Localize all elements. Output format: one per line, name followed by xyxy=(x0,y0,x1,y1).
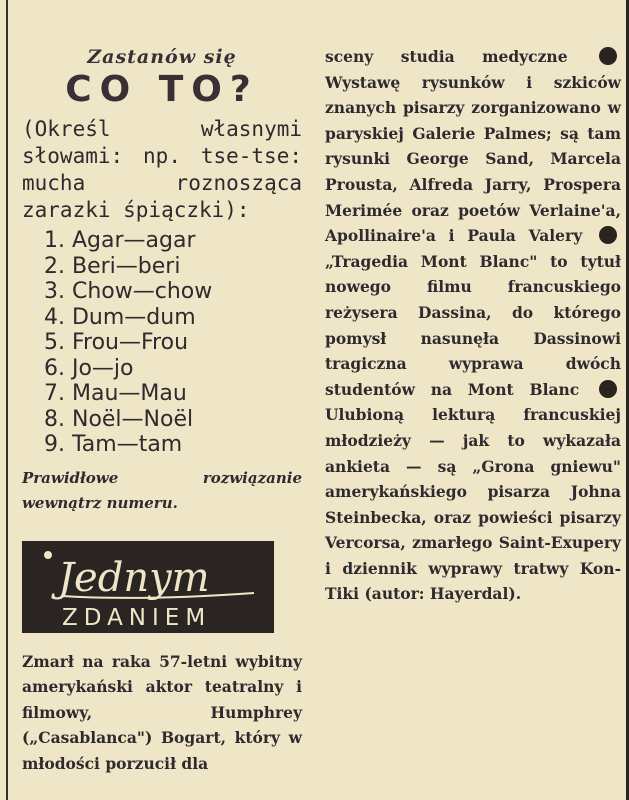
ornament-dot xyxy=(44,551,52,559)
news-item-3: „Tragedia Mont Blanc" to tytuł nowego filmu francuskiego reżysera Dassina, do którego pomysł nasunęła Dassinowi tragiczna wyprawa dwóch studentów na Mont Blanc xyxy=(325,251,621,399)
quiz-item: 8. Noël—Noël xyxy=(44,406,194,432)
quiz-list xyxy=(22,228,302,458)
bullet-dot xyxy=(599,380,617,398)
quiz-kicker: Zastanów się xyxy=(87,46,237,68)
quiz-item: 2. Beri—beri xyxy=(44,253,181,279)
bullet-dot xyxy=(599,226,617,244)
quiz-instruction: (Określ własnymi słowami: np. tse-tse: mucha roznosząca zarazki śpiączki): xyxy=(22,117,302,222)
news-item-1: sceny studia medyczne xyxy=(325,47,568,66)
quiz-item: 4. Dum—dum xyxy=(44,304,196,330)
news-right xyxy=(325,44,621,607)
right-column xyxy=(325,44,621,607)
quiz-title: CO TO? xyxy=(65,69,259,110)
section-header-lettering xyxy=(22,541,274,633)
quiz-item: 3. Chow—chow xyxy=(44,279,213,304)
news-left: Zmarł na raka 57-letni wybitny amerykański aktor teatralny i filmowy, Humphrey („Casablanca") Bogart, który w młodości porzucił dla xyxy=(22,651,302,773)
news-item-2: Wystawę rysunków i szkiców znanych pisarzy zorganizowano w paryskiej Galerie Palmes; są tam rysunki George Sand, Marcela Prousta, Alfreda Jarry, Prospera Merimée oraz poetów Verlaine'a, Apollinaire'a i Paula Valery xyxy=(325,72,621,246)
quiz-item: 1. Agar—agar xyxy=(44,228,196,253)
section-header-line1: Jednym xyxy=(58,554,210,601)
left-column xyxy=(22,44,302,776)
left-border xyxy=(6,0,8,800)
news-item-4: Ulubioną lekturą francuskiej młodzieży — jak to wykazała ankieta — są „Grona gniewu" amerykańskiego pisarza Johna Steinbecka, oraz powieści pisarzy Vercorsa, zmarłego Saint-Exupery i dziennik wyprawy tratwy Kon-Tiki (autor: Hayerdal). xyxy=(325,405,621,604)
quiz-item: 6. Jo—jo xyxy=(44,355,134,381)
answer-note: Prawidłowe rozwiązanie wewnątrz numeru. xyxy=(22,468,302,512)
quiz-item: 9. Tam—tam xyxy=(44,432,183,457)
section-header-line2: ZDANIEM xyxy=(62,604,212,631)
quiz-item: 5. Frou—Frou xyxy=(44,330,189,355)
section-header-box xyxy=(22,541,274,633)
quiz-item: 7. Mau—Mau xyxy=(44,381,187,406)
bullet-dot xyxy=(599,47,617,65)
